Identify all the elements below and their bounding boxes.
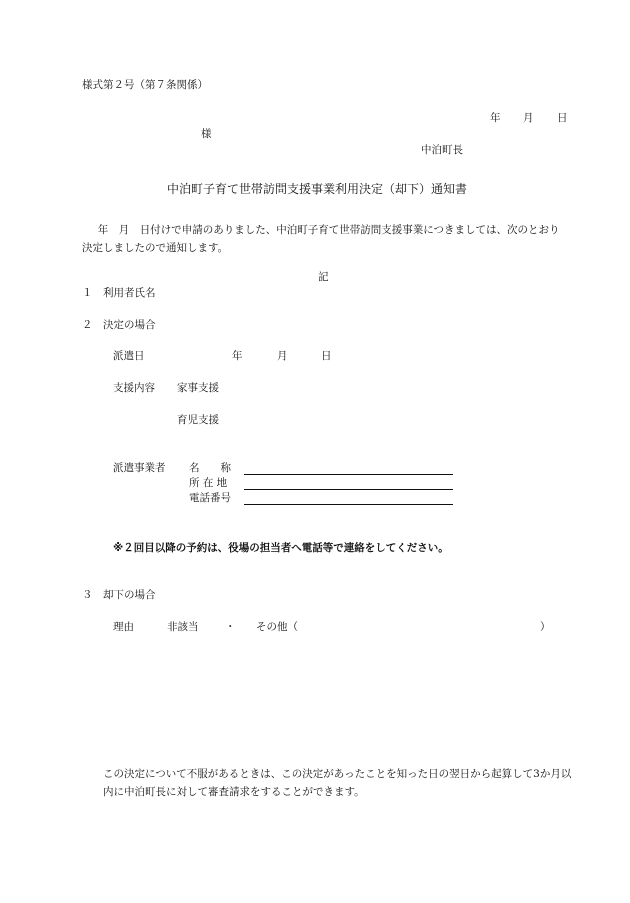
reservation-note: ※２回目以降の予約は、役場の担当者へ電話等で連絡をしてください。 [113,542,449,554]
provider-address-line [244,489,453,490]
date-month: 月 [523,112,534,124]
ki-heading: 記 [318,271,329,283]
provider-name-line [244,474,453,475]
section2-label: ２ 決定の場合 [82,319,156,331]
issuer: 中泊町長 [421,144,463,156]
appeal-notice: この決定について不服があるときは、この決定があったことを知った日の翌日から起算して3か月以内に中泊町長に対して審査請求をすることができます。 [103,768,572,799]
dispatch-date-label: 派遣日 [113,350,145,362]
intro-paragraph: 年 月 日付けで申請のありました、中泊町子育て世帯訪問支援事業につきましては、次のとおり決定しましたので通知します。 [82,224,560,255]
dispatch-year: 年 [232,350,243,362]
reason-close-paren: ） [540,621,551,633]
date-year: 年 [490,112,501,124]
date-day: 日 [557,112,568,124]
reason-separator: ・ [225,621,236,633]
form-number: 様式第２号（第７条関係） [82,79,208,91]
provider-label: 派遣事業者 [113,462,166,474]
reason-option-other: その他（ [256,621,298,633]
document-title: 中泊町子育て世帯訪問支援事業利用決定（却下）通知書 [167,182,468,196]
support-item-housework: 家事支援 [177,382,219,394]
provider-phone-line [244,504,453,505]
provider-name-label: 名 称 [189,462,231,474]
provider-address-label: 所 在 地 [189,477,228,489]
reason-option-not-applicable: 非該当 [167,621,199,633]
support-item-childcare: 育児支援 [177,414,219,426]
section1-label: １ 利用者氏名 [82,287,156,299]
reason-label: 理由 [113,621,134,633]
provider-phone-label: 電話番号 [189,492,231,504]
support-label: 支援内容 [113,382,155,394]
addressee-suffix: 様 [201,128,212,140]
section3-label: ３ 却下の場合 [82,589,156,601]
dispatch-day: 日 [321,350,332,362]
dispatch-month: 月 [277,350,288,362]
